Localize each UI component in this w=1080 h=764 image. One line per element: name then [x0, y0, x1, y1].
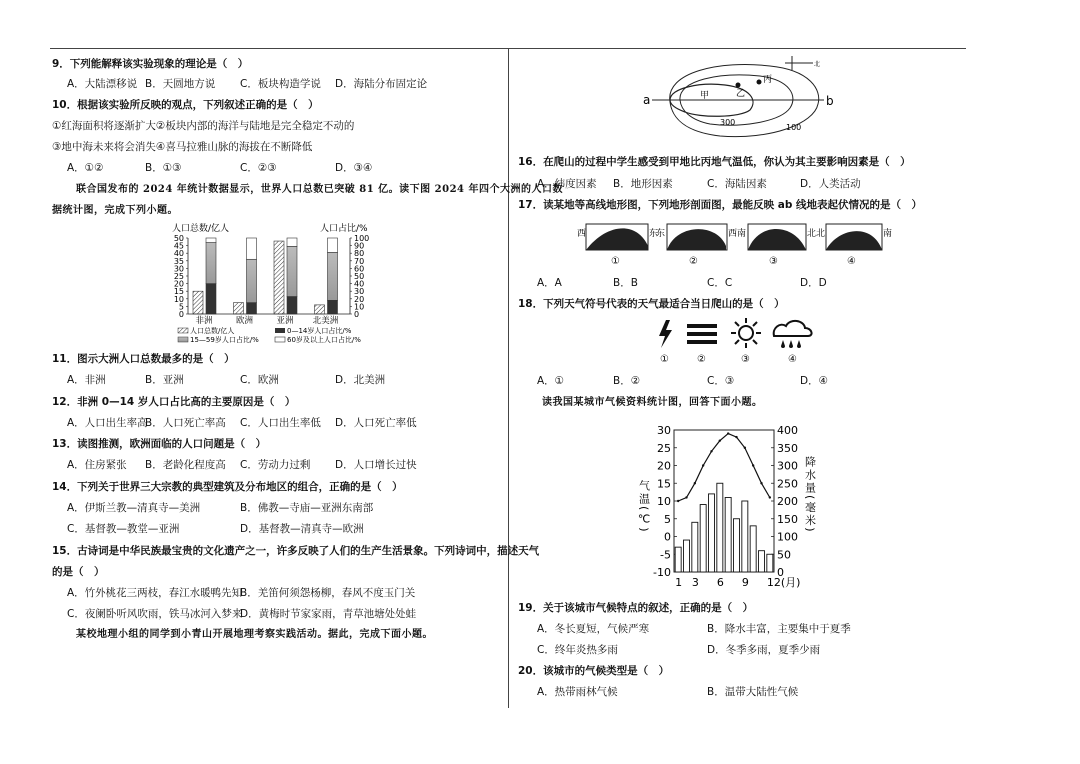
q11-stem: 11．图示大洲人口总数最多的是（ ）	[52, 353, 235, 365]
climate-ticklabel-left: -5	[660, 548, 671, 562]
q20-opt-a: A．热带雨林气候	[537, 686, 618, 698]
profile-4-left: 北	[816, 229, 826, 239]
q18-stem: 18．下列天气符号代表的天气最适合当日爬山的是（ ）	[518, 298, 785, 310]
pop-ticklabel-left: 15	[173, 287, 184, 297]
q11-opt-c: C．欧洲	[240, 374, 279, 386]
rain-cloud-icon	[774, 321, 812, 365]
climate-month-label: 1	[675, 576, 683, 589]
climate-ticklabel-right: 50	[777, 548, 791, 562]
point-yi	[736, 83, 741, 88]
q19-stem: 19．关于该城市气候特点的叙述，正确的是（ ）	[518, 602, 754, 614]
weather-num-1: ①	[660, 354, 669, 365]
label-a: a	[643, 93, 651, 107]
bar-segment-0-14	[206, 284, 216, 314]
temperature-point	[760, 482, 762, 484]
bar-segment-60plus	[247, 238, 257, 259]
q9-opt-b: B．天圆地方说	[145, 78, 216, 90]
precipitation-bar	[767, 554, 773, 572]
precipitation-bar	[717, 483, 723, 572]
bar-total-population	[234, 303, 244, 314]
precipitation-bar	[692, 522, 698, 572]
temperature-line	[678, 434, 770, 501]
pop-ticklabel-left: 45	[173, 241, 184, 251]
pop-ticklabel-right: 10	[354, 302, 365, 312]
pop-ticklabel-right: 60	[354, 264, 365, 274]
q15-stem: 15．古诗词是中华民族最宝贵的文化遗产之一，许多反映了人们的生产生活景象。下列诗词中，描述天气	[52, 545, 540, 557]
climate-ticklabel-right: 200	[777, 495, 798, 508]
q9-stem: 9．下列能解释该实验现象的理论是（ ）	[52, 58, 249, 70]
q10-line2: ③地中海未来将会消失④喜马拉雅山脉的海拔在不断降低	[52, 141, 313, 153]
fog-icon	[687, 324, 717, 365]
bar-segment-15-59	[206, 243, 216, 284]
q11-opt-b: B．亚洲	[145, 374, 184, 386]
bar-segment-15-59	[287, 246, 297, 296]
q16-stem: 16．在爬山的过程中学生感受到甲地比丙地气温低，你认为其主要影响因素是（ ）	[518, 156, 911, 168]
label-b: b	[826, 94, 834, 108]
profile-4-right: 南	[883, 229, 893, 239]
q20-opt-b: B．温带大陆性气候	[707, 686, 799, 698]
q9-opt-d: D．海陆分布固定论	[335, 78, 428, 90]
profile-3	[737, 224, 816, 267]
bar-segment-0-14	[247, 303, 257, 314]
q13-opt-d: D．人口增长过快	[335, 459, 417, 471]
lightning-icon	[659, 320, 672, 365]
profile-3-left: 南	[737, 229, 747, 239]
climate-month-label: 6	[716, 576, 724, 589]
profile-1	[577, 224, 658, 267]
q13-opt-c: C．劳动力过剩	[240, 459, 311, 471]
q17-opt-b: B．B	[613, 277, 638, 289]
pop-ticklabel-right: 90	[354, 241, 365, 251]
profile-2	[656, 224, 737, 267]
weather-num-2: ②	[697, 354, 706, 365]
climate-ticklabel-left: 25	[657, 441, 671, 455]
pop-ticklabel-left: 30	[173, 264, 184, 274]
pop-ticklabel-right: 100	[354, 234, 370, 243]
profile-4	[816, 224, 892, 267]
q12-opt-b: B．人口死亡率高	[145, 417, 226, 429]
legend-total: 人口总数/亿人	[190, 327, 235, 335]
weather-num-3: ③	[741, 354, 750, 365]
temperature-point	[719, 439, 721, 441]
q19-opt-d: D．冬季多雨，夏季少雨	[707, 644, 821, 656]
q16-opt-d: D．人类活动	[800, 178, 861, 190]
profile-diagrams	[576, 218, 896, 268]
q14-opt-d: D．基督教—清真寺—欧洲	[240, 523, 364, 535]
point-bing	[757, 80, 762, 85]
q18-opt-a: A．①	[537, 375, 565, 387]
climate-ticklabel-left: 5	[664, 512, 671, 526]
climate-ticklabel-right: 100	[777, 530, 798, 544]
profile-1-right: 东	[649, 229, 659, 239]
climate-ticklabel-right: 0	[777, 566, 784, 579]
bar-segment-15-59	[247, 259, 257, 302]
precipitation-bar	[709, 494, 715, 572]
intro-climate: 读我国某城市气候资料统计图，回答下面小题。	[542, 397, 763, 408]
label-north: 北	[814, 61, 821, 68]
q10-line1: ①红海面积将逐渐扩大②板块内部的海洋与陆地是完全稳定不动的	[52, 120, 355, 132]
bar-total-population	[193, 291, 203, 314]
q14-stem: 14．下列关于世界三大宗教的典型建筑及分布地区的组合，正确的是（ ）	[52, 481, 403, 493]
pop-ticklabel-left: 20	[173, 279, 184, 289]
q15-stem-2: 的是（ ）	[52, 566, 105, 578]
intro-population-l1: 联合国发布的 2024 年统计数据显示，世界人口总数已突破 81 亿。读下图 2024 年四个大洲的人口数	[76, 184, 563, 195]
profile-2-right: 西	[728, 229, 738, 239]
climate-ticklabel-right: 400	[777, 424, 798, 437]
pop-ticklabel-right: 40	[354, 279, 365, 289]
q11-opt-d: D．北美洲	[335, 374, 386, 386]
q17-opt-c: C．C	[707, 277, 733, 289]
temperature-point	[752, 464, 754, 466]
profile-3-num: ③	[769, 256, 778, 267]
temperature-point	[702, 464, 704, 466]
q17-opt-d: D．D	[800, 277, 827, 289]
pop-ylabel-left: 人口总数/亿人	[172, 224, 230, 234]
q13-opt-b: B．老龄化程度高	[145, 459, 226, 471]
contour-map	[640, 52, 840, 144]
temperature-point	[677, 500, 679, 502]
q10-opt-b: B．①③	[145, 162, 182, 174]
precipitation-bar	[700, 505, 706, 572]
pop-ticklabel-right: 20	[354, 294, 365, 304]
q16-opt-b: B．地形因素	[613, 178, 673, 190]
precipitation-bar	[750, 526, 756, 572]
climate-ylabel-right: 降水量(毫米)	[803, 456, 817, 534]
climate-chart	[637, 420, 840, 592]
temperature-point	[769, 496, 771, 498]
population-chart	[170, 222, 380, 347]
climate-month-label: 12(月)	[766, 576, 801, 589]
precipitation-bar	[684, 540, 690, 572]
intro-fieldtrip: 某校地理小组的同学到小青山开展地理考察实践活动。据此，完成下面小题。	[76, 629, 433, 640]
temperature-point	[735, 436, 737, 438]
q19-opt-b: B．降水丰富，主要集中于夏季	[707, 623, 851, 635]
q16-opt-a: A．纬度因素	[537, 178, 597, 190]
climate-month-label: 9	[741, 576, 749, 589]
climate-ticklabel-left: 10	[657, 495, 671, 508]
q15-opt-c: C．夜阑卧听风吹雨，铁马冰河入梦来	[67, 608, 243, 620]
climate-ylabel-left: 气温(℃)	[637, 480, 651, 534]
legend-swatch-total	[178, 328, 188, 333]
legend-swatch-15-59	[178, 337, 188, 342]
climate-ticklabel-left: 0	[664, 530, 671, 544]
temperature-point	[744, 447, 746, 449]
pop-ticklabel-left: 50	[173, 234, 184, 243]
pop-ticklabel-right: 70	[354, 256, 365, 266]
q14-opt-c: C．基督教—教堂—亚洲	[67, 523, 180, 535]
bar-total-population	[315, 305, 325, 314]
profile-1-left: 西	[577, 229, 587, 239]
q11-opt-a: A．非洲	[67, 374, 106, 386]
profile-2-num: ②	[689, 256, 698, 267]
profile-2-left: 东	[656, 229, 666, 239]
pop-ticklabel-left: 10	[173, 294, 184, 304]
profile-3-right: 北	[807, 229, 817, 239]
climate-ticklabel-left: 30	[657, 424, 671, 437]
q10-opt-c: C．②③	[240, 162, 277, 174]
q15-opt-d: D．黄梅时节家家雨，青草池塘处处蛙	[240, 608, 417, 620]
bar-segment-60plus	[287, 238, 297, 246]
precipitation-bar	[734, 519, 740, 572]
pop-ylabel-right: 人口占比/%	[320, 224, 368, 234]
legend-60plus: 60岁及以上人口占比/%	[287, 336, 361, 344]
pop-ticklabel-left: 40	[173, 249, 184, 259]
profile-4-num: ④	[847, 256, 856, 267]
precipitation-bar	[725, 497, 731, 572]
weather-symbols	[650, 316, 820, 366]
q16-opt-c: C．海陆因素	[707, 178, 767, 190]
pop-ticklabel-left: 5	[178, 302, 184, 312]
q18-opt-d: D．④	[800, 375, 828, 387]
legend-swatch-0-14	[275, 328, 285, 333]
q12-opt-d: D．人口死亡率低	[335, 417, 417, 429]
label-100: 100	[786, 123, 802, 132]
q10-opt-a: A．①②	[67, 162, 104, 174]
q15-opt-a: A．竹外桃花三两枝，春江水暖鸭先知	[67, 587, 243, 599]
label-bing: 丙	[763, 75, 773, 85]
sun-icon	[731, 318, 761, 365]
profile-1-num: ①	[611, 256, 620, 267]
precipitation-bar	[759, 551, 765, 572]
temperature-point	[727, 432, 729, 434]
pop-ticklabel-right: 30	[354, 287, 365, 297]
q9-opt-a: A．大陆漂移说	[67, 78, 138, 90]
q10-stem: 10．根据该实验所反映的观点，下列叙述正确的是（ ）	[52, 99, 319, 111]
pop-category-label: 欧洲	[235, 316, 254, 326]
legend-swatch-60plus	[275, 337, 285, 342]
pop-ticklabel-left: 25	[173, 272, 184, 281]
label-yi: 乙	[736, 89, 746, 99]
q17-opt-a: A．A	[537, 277, 562, 289]
q19-opt-a: A．冬长夏短，气候严寒	[537, 623, 650, 635]
q19-opt-c: C．终年炎热多雨	[537, 644, 618, 656]
q13-stem: 13．读图推测，欧洲面临的人口问题是（ ）	[52, 438, 267, 450]
q20-stem: 20．该城市的气候类型是（ ）	[518, 665, 670, 677]
intro-population-l2: 据统计图，完成下列小题。	[52, 205, 178, 216]
climate-ticklabel-right: 150	[777, 512, 798, 526]
weather-num-4: ④	[788, 354, 797, 365]
climate-ticklabel-right: 250	[777, 477, 798, 491]
q12-opt-a: A．人口出生率高	[67, 417, 148, 429]
q12-stem: 12．非洲 0—14 岁人口占比高的主要原因是（ ）	[52, 396, 296, 408]
pop-ticklabel-right: 0	[354, 310, 360, 319]
pop-category-label: 亚洲	[276, 316, 294, 326]
pop-ticklabel-right: 50	[354, 272, 365, 281]
precipitation-bar	[675, 547, 681, 572]
column-divider	[508, 48, 509, 708]
climate-ticklabel-right: 350	[777, 441, 798, 455]
climate-ticklabel-left: -10	[653, 566, 671, 579]
q17-stem: 17．读某地等高线地形图，下列地形剖面图，最能反映 ab 线地表起伏情况的是（ ）	[518, 199, 923, 211]
precipitation-bar	[742, 501, 748, 572]
climate-ticklabel-left: 20	[657, 459, 671, 473]
label-300: 300	[720, 118, 736, 127]
bar-segment-60plus	[328, 238, 338, 252]
q14-opt-b: B．佛教—寺庙—亚洲东南部	[240, 502, 374, 514]
bar-total-population	[274, 241, 284, 314]
pop-category-label: 非洲	[195, 316, 213, 326]
legend-0-14: 0—14岁人口占比/%	[287, 327, 352, 335]
bar-segment-0-14	[328, 300, 338, 314]
climate-ticklabel-left: 15	[657, 477, 671, 491]
bar-segment-60plus	[206, 238, 216, 243]
bar-segment-15-59	[328, 252, 338, 300]
pop-ticklabel-left: 35	[173, 256, 184, 266]
q18-opt-b: B．②	[613, 375, 641, 387]
temperature-point	[710, 450, 712, 452]
temperature-point	[685, 496, 687, 498]
label-jia: 甲	[700, 91, 710, 101]
q13-opt-a: A．住房紧张	[67, 459, 127, 471]
pop-ticklabel-right: 80	[354, 249, 365, 259]
q12-opt-c: C．人口出生率低	[240, 417, 321, 429]
q9-opt-c: C．板块构造学说	[240, 78, 321, 90]
q15-opt-b: B．羌笛何须怨杨柳，春风不度玉门关	[240, 587, 416, 599]
climate-ticklabel-right: 300	[777, 459, 798, 473]
q14-opt-a: A．伊斯兰教—清真寺—美洲	[67, 502, 201, 514]
q10-opt-d: D．③④	[335, 162, 373, 174]
pop-category-label: 北美洲	[312, 316, 339, 326]
bar-segment-0-14	[287, 297, 297, 314]
legend-15-59: 15—59岁人口占比/%	[190, 336, 259, 344]
q18-opt-c: C．③	[707, 375, 735, 387]
temperature-point	[694, 482, 696, 484]
climate-month-label: 3	[691, 576, 699, 589]
pop-ticklabel-left: 0	[178, 310, 184, 319]
